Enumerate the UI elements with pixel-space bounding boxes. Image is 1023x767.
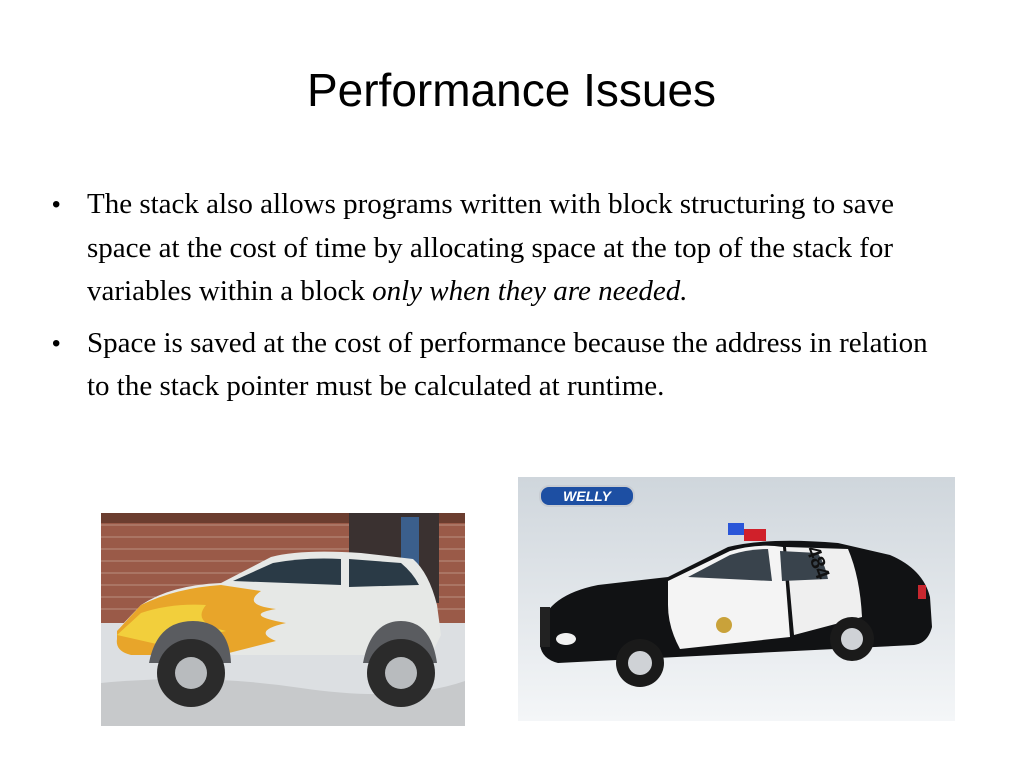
svg-text:WELLY: WELLY [563, 488, 611, 504]
bullet-list [52, 183, 932, 417]
police-car-model-photo [518, 477, 955, 721]
bullet-item-2 [52, 322, 932, 409]
slide-title: Performance Issues [306, 64, 717, 116]
bullet-text: The stack also allows programs written with block structuring to save space at the cost of time by allocating space at the top of the stack for variables within a block [87, 188, 894, 307]
svg-text:484: 484 [801, 543, 834, 583]
bullet-marker: • [52, 329, 61, 357]
hatchback-car-photo [101, 513, 465, 726]
bullet-text: Space is saved at the cost of performance because the address in relation to the stack pointer must be calculated at runtime. [87, 326, 928, 402]
bullet-marker: • [52, 191, 61, 218]
bullet-emphasis: only when they are needed. [372, 275, 688, 307]
bullet-item-1 [52, 183, 932, 314]
